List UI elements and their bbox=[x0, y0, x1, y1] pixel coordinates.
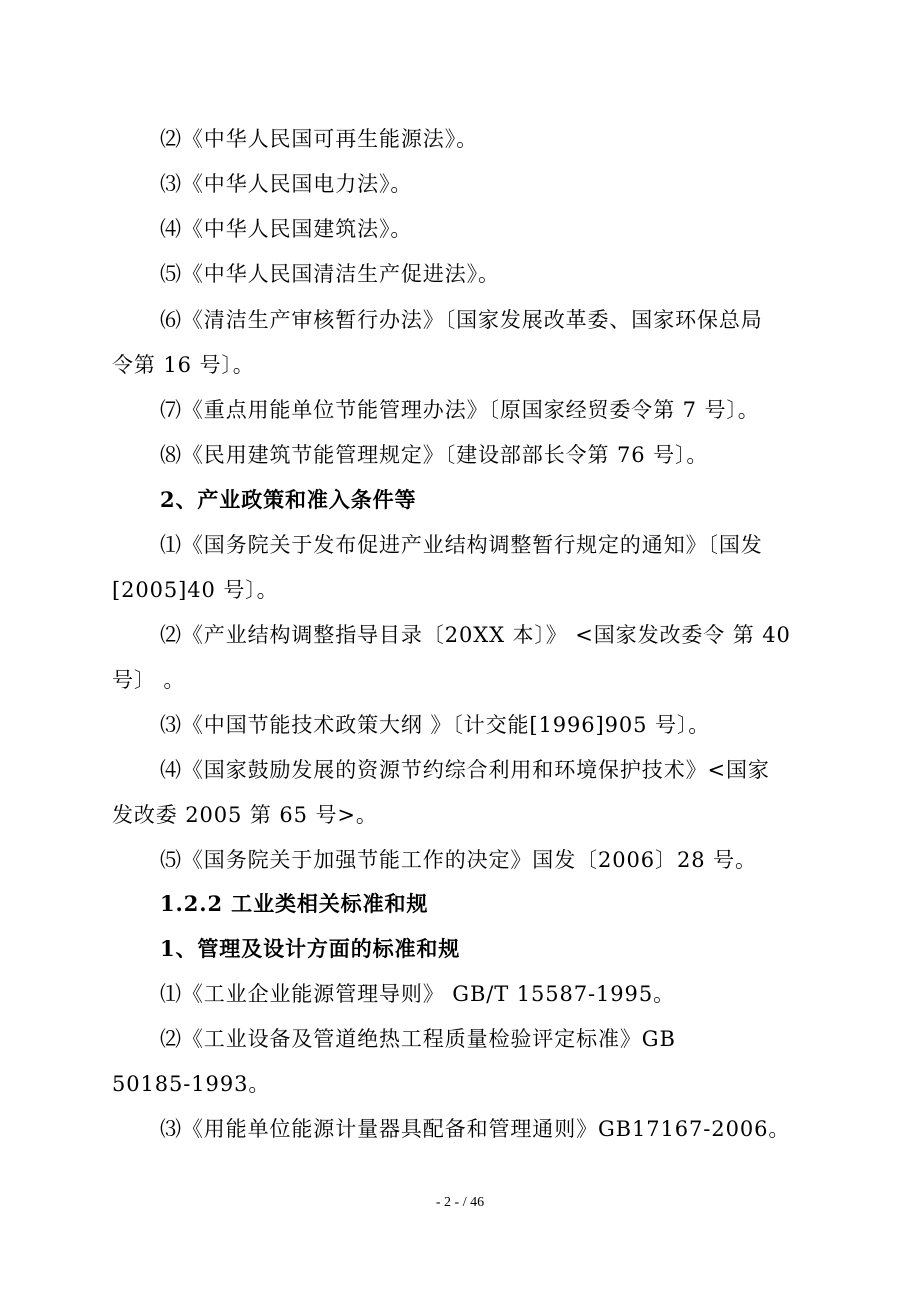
law-item-construction: ⑷《中华人民国建筑法》。 bbox=[160, 217, 413, 241]
section-heading-industrial-policy: 2、产业政策和准入条件等 bbox=[160, 487, 417, 512]
policy-item-state-council-notice: ⑴《国务院关于发布促进产业结构调整暂行规定的通知》〔国发 bbox=[160, 533, 763, 557]
law-item-civil-buildings: ⑻《民用建筑节能管理规定》〔建设部部长令第 76 号〕。 bbox=[160, 443, 709, 467]
law-item-audit-measures: ⑹《清洁生产审核暂行办法》〔国家发展改革委、国家环保总局 bbox=[160, 308, 763, 332]
policy-item-tech-outline: ⑶《中国节能技术政策大纲 》〔计交能[1996]905 号〕。 bbox=[160, 713, 711, 737]
section-heading-industrial-standards: 1.2.2 工业类相关标准和规 bbox=[160, 891, 429, 916]
policy-item-encouraged-tech: ⑷《国家鼓励发展的资源节约综合利用和环境保护技术》<国家 bbox=[160, 758, 770, 782]
subsection-heading-management-design: 1、管理及设计方面的标准和规 bbox=[160, 936, 461, 961]
policy-item-state-council-notice-cont: [2005]40 号〕。 bbox=[112, 578, 279, 602]
law-item-key-energy-units: ⑺《重点用能单位节能管理办法》〔原国家经贸委令第 7 号〕。 bbox=[160, 398, 760, 422]
standard-item-metering-equipment: ⑶《用能单位能源计量器具配备和管理通则》GB17167-2006。 bbox=[160, 1117, 791, 1141]
policy-item-guidance-catalog-cont: 号〕 。 bbox=[112, 668, 186, 692]
standard-item-energy-management: ⑴《工业企业能源管理导则》 GB/T 15587-1995。 bbox=[160, 982, 675, 1006]
policy-item-strengthen-decision: ⑸《国务院关于加强节能工作的决定》国发〔2006〕28 号。 bbox=[160, 848, 757, 872]
policy-item-guidance-catalog: ⑵《产业结构调整指导目录〔20XX 本〕》 <国家发改委令 第 40 bbox=[160, 623, 791, 647]
law-item-renewable-energy: ⑵《中华人民国可再生能源法》。 bbox=[160, 127, 478, 151]
law-item-audit-measures-cont: 令第 16 号〕。 bbox=[112, 353, 255, 377]
law-item-electricity: ⑶《中华人民国电力法》。 bbox=[160, 172, 413, 196]
page-number-footer: - 2 - / 46 bbox=[435, 1195, 485, 1210]
standard-item-insulation-quality-cont: 50185-1993。 bbox=[112, 1072, 271, 1096]
policy-item-encouraged-tech-cont: 发改委 2005 第 65 号>。 bbox=[112, 803, 378, 827]
law-item-cleaner-production: ⑸《中华人民国清洁生产促进法》。 bbox=[160, 262, 500, 286]
standard-item-insulation-quality: ⑵《工业设备及管道绝热工程质量检验评定标准》GB bbox=[160, 1027, 676, 1051]
